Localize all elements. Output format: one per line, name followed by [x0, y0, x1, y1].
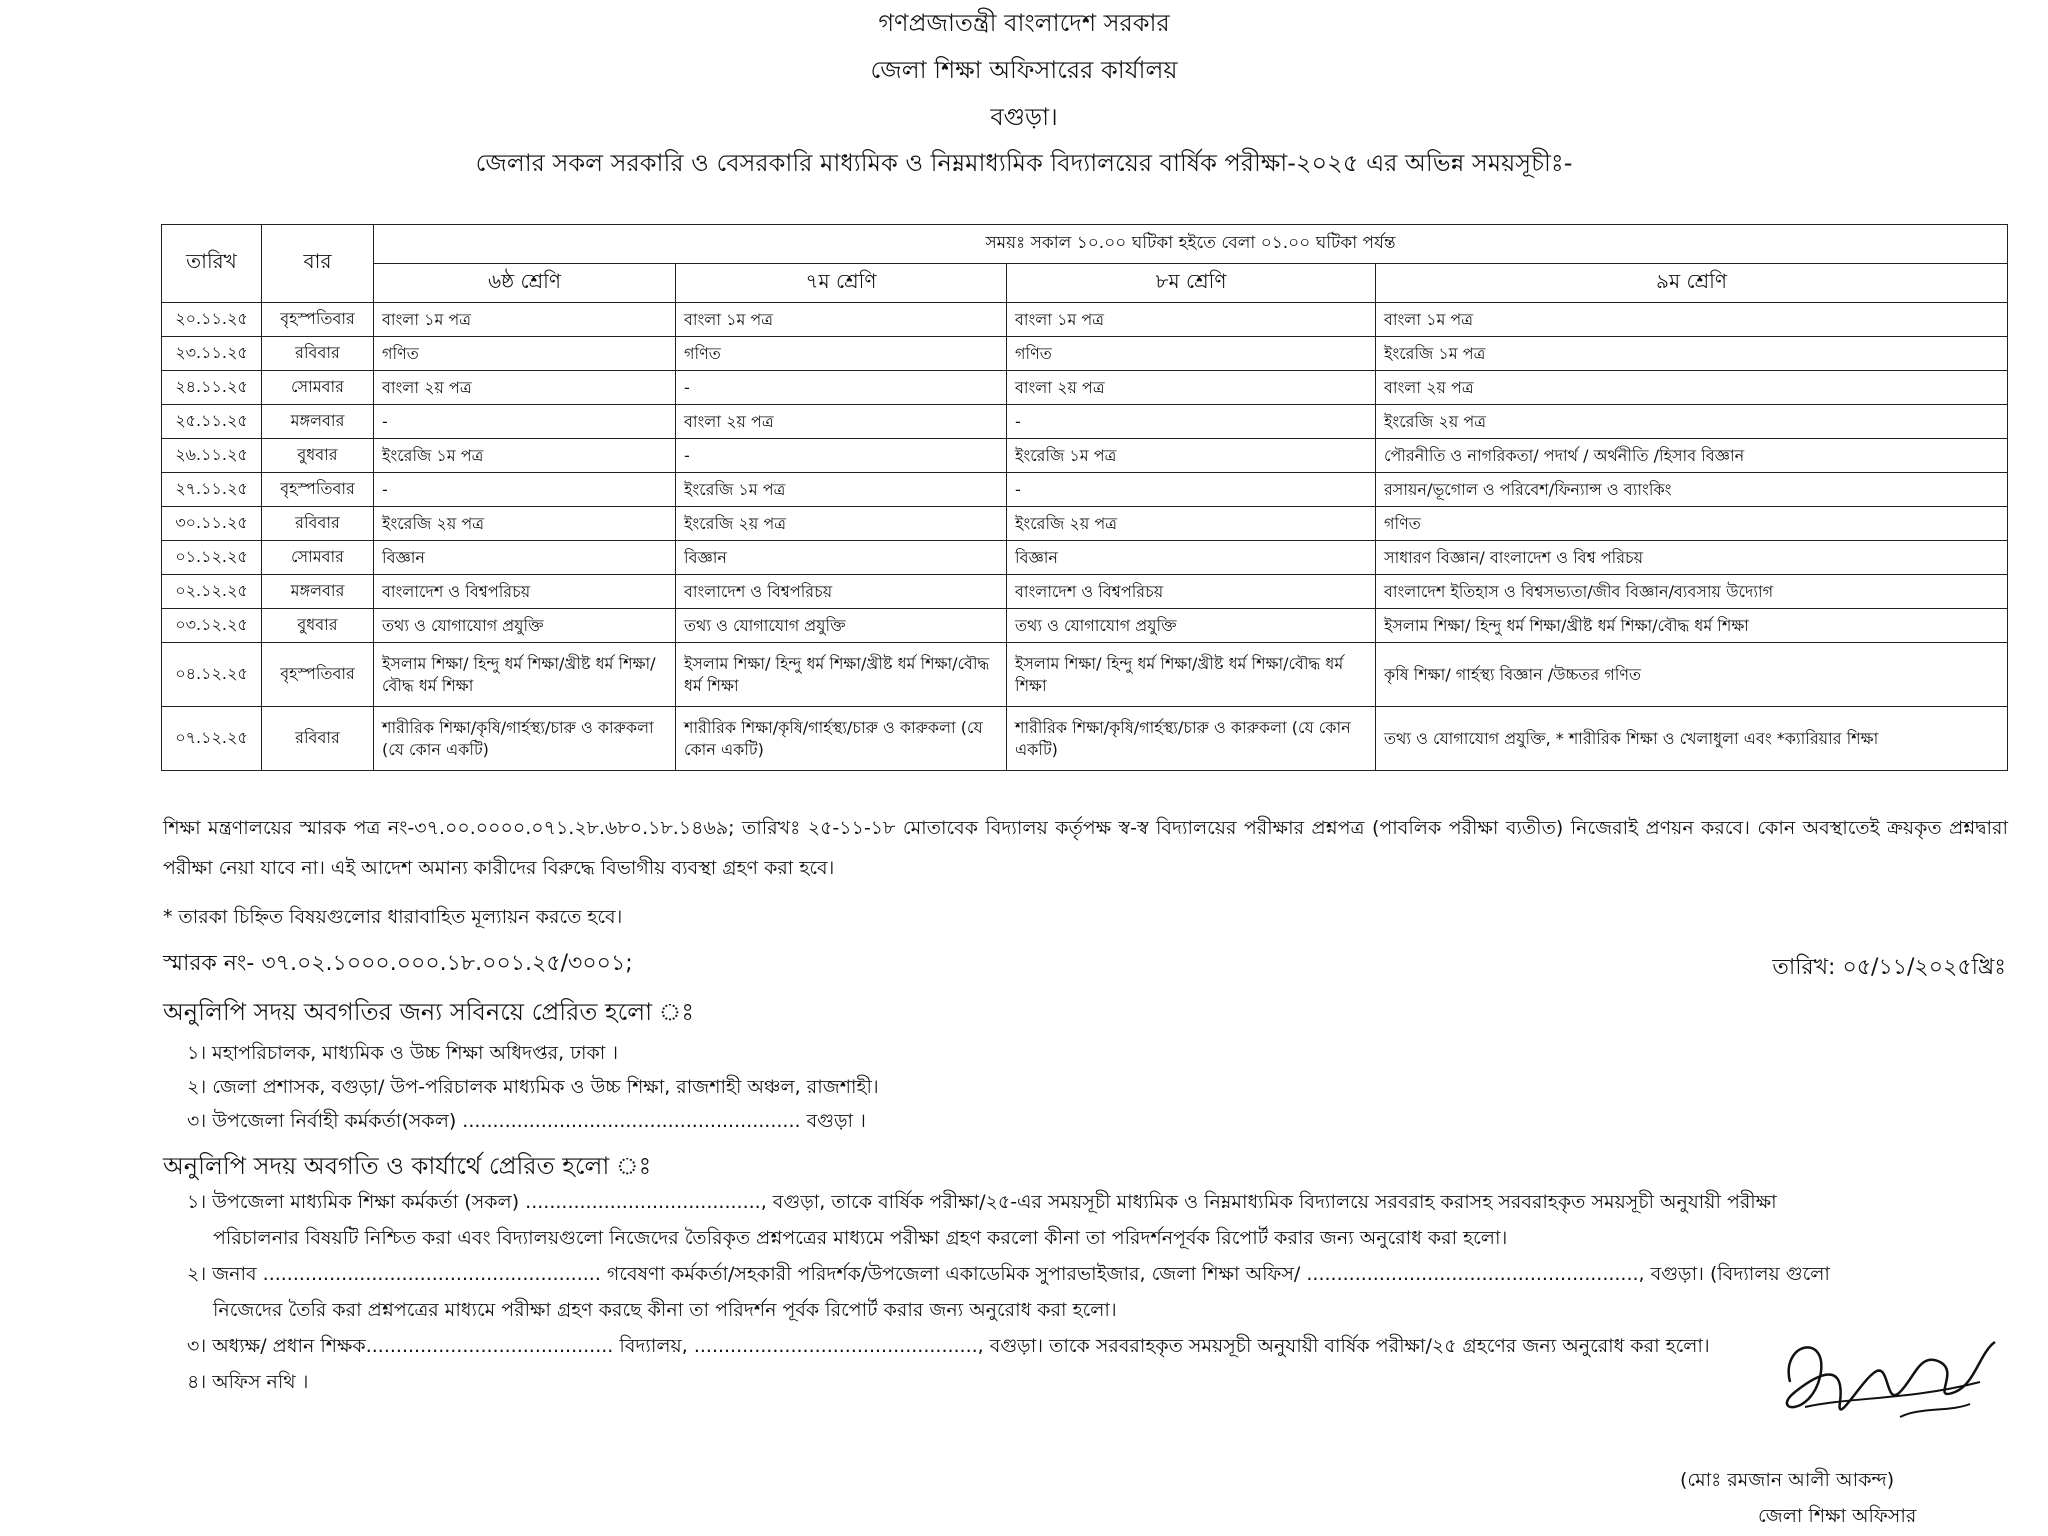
col-header-class9: ৯ম শ্রেণি	[1376, 264, 2008, 303]
cell-day: রবিবার	[262, 337, 374, 371]
cell-class8: গণিত	[1007, 337, 1376, 371]
ministry-note: শিক্ষা মন্ত্রণালয়ের স্মারক পত্র নং-৩৭.০০.০০০০.০৭১.২৮.৬৮০.১৮.১৪৬৯; তারিখঃ ২৫-১১-১৮ মোতাবেক বিদ্যালয় কর্তৃপক্ষ স্ব-স্ব বিদ্যালয়ের পরীক্ষার প্রশ্নপত্র (পাবলিক পরীক্ষা ব্যতীত) নিজেরাই প্রণয়ন করবে। কোন অবস্থাতেই ক্রয়কৃত প্রশ্নদ্বারা পরীক্ষা নেয়া যাবে না। এই আদেশ অমান্য কারীদের বিরুদ্ধে বিভাগীয় ব্যবস্থা গ্রহণ করা হবে।	[163, 817, 2008, 879]
list-item: ৩। উপজেলা নির্বাহী কর্মকর্তা(সকল) ........................................................ বগুড়া ।	[187, 1110, 866, 1132]
cell-class8: -	[1007, 405, 1376, 439]
cell-class6: বাংলা ২য় পত্র	[374, 371, 676, 405]
cell-class7: গণিত	[676, 337, 1007, 371]
list-item: ৪। অফিস নথি ।	[187, 1371, 309, 1393]
list-item: ১। মহাপরিচালক, মাধ্যমিক ও উচ্চ শিক্ষা অধিদপ্তর, ঢাকা ।	[187, 1042, 619, 1064]
district-title: বগুড়া।	[990, 103, 1058, 131]
distribution-title-2: অনুলিপি সদয় অবগতি ও কার্যার্থে প্রেরিত হলো ঃ	[163, 1152, 652, 1180]
cell-date: ২৬.১১.২৫	[162, 439, 262, 473]
cell-class6: বাংলা ১ম পত্র	[374, 303, 676, 337]
cell-class7: ইংরেজি ১ম পত্র	[676, 473, 1007, 507]
table-row	[162, 707, 2008, 771]
govt-title: গণপ্রজাতন্ত্রী বাংলাদেশ সরকার	[878, 9, 1170, 37]
table-row	[162, 473, 2008, 507]
cell-date: ০৪.১২.২৫	[162, 643, 262, 707]
cell-day: বৃহস্পতিবার	[262, 643, 374, 707]
table-row	[162, 405, 2008, 439]
distribution-list-2	[187, 1184, 2007, 1400]
cell-class9: রসায়ন/ভূগোল ও পরিবেশ/ফিন্যান্স ও ব্যাংকিং	[1376, 473, 2008, 507]
cell-date: ০৩.১২.২৫	[162, 609, 262, 643]
cell-class6: -	[374, 473, 676, 507]
cell-class6: ইসলাম শিক্ষা/ হিন্দু ধর্ম শিক্ষা/খ্রীষ্ট ধর্ম শিক্ষা/বৌদ্ধ ধর্ম শিক্ষা	[374, 643, 676, 707]
cell-class6: বাংলাদেশ ও বিশ্বপরিচয়	[374, 575, 676, 609]
cell-date: ২০.১১.২৫	[162, 303, 262, 337]
cell-class9: ইংরেজি ২য় পত্র	[1376, 405, 2008, 439]
cell-class6: তথ্য ও যোগাযোগ প্রযুক্তি	[374, 609, 676, 643]
cell-class7: বাংলা ২য় পত্র	[676, 405, 1007, 439]
cell-class8: বাংলাদেশ ও বিশ্বপরিচয়	[1007, 575, 1376, 609]
exam-schedule-table	[161, 224, 2008, 771]
table-row	[162, 303, 2008, 337]
cell-class9: পৌরনীতি ও নাগরিকতা/ পদার্থ / অর্থনীতি /হিসাব বিজ্ঞান	[1376, 439, 2008, 473]
col-header-class7: ৭ম শ্রেণি	[676, 264, 1007, 303]
list-item: ২। জনাব ........................................................ গবেষণা কর্মকর্তা/সহকারী পরিদর্শক/উপজেলা একাডেমিক সুপারভাইজার, জেলা শিক্ষা অফিস/ ......................................................., বগুড়া। (বিদ্যালয় গুলো	[187, 1263, 1830, 1285]
cell-class8: বিজ্ঞান	[1007, 541, 1376, 575]
cell-class8: ইংরেজি ২য় পত্র	[1007, 507, 1376, 541]
cell-class6: গণিত	[374, 337, 676, 371]
cell-class7: ইসলাম শিক্ষা/ হিন্দু ধর্ম শিক্ষা/খ্রীষ্ট ধর্ম শিক্ষা/বৌদ্ধ ধর্ম শিক্ষা	[676, 643, 1007, 707]
list-item-continuation: নিজেদের তৈরি করা প্রশ্নপত্রের মাধ্যমে পরীক্ষা গ্রহণ করছে কীনা তা পরিদর্শন পূর্বক রিপোর্ট করার জন্য অনুরোধ করা হলো।	[213, 1299, 1117, 1321]
cell-class9: বাংলা ২য় পত্র	[1376, 371, 2008, 405]
cell-class6: -	[374, 405, 676, 439]
table-row	[162, 439, 2008, 473]
cell-class9: ইসলাম শিক্ষা/ হিন্দু ধর্ম শিক্ষা/খ্রীষ্ট ধর্ম শিক্ষা/বৌদ্ধ ধর্ম শিক্ষা	[1376, 609, 2008, 643]
cell-class6: ইংরেজি ১ম পত্র	[374, 439, 676, 473]
star-note: * তারকা চিহ্নিত বিষয়গুলোর ধারাবাহিত মূল্যায়ন করতে হবে।	[163, 906, 623, 928]
signer-name: (মোঃ রমজান আলী আকন্দ)	[1680, 1469, 1895, 1491]
cell-day: বুধবার	[262, 609, 374, 643]
cell-date: ২৪.১১.২৫	[162, 371, 262, 405]
cell-date: ২৫.১১.২৫	[162, 405, 262, 439]
table-row	[162, 609, 2008, 643]
cell-day: সোমবার	[262, 541, 374, 575]
cell-class7: শারীরিক শিক্ষা/কৃষি/গার্হস্থ্য/চারু ও কারুকলা (যে কোন একটি)	[676, 707, 1007, 771]
cell-class7: বাংলা ১ম পত্র	[676, 303, 1007, 337]
col-header-class8: ৮ম শ্রেণি	[1007, 264, 1376, 303]
cell-date: ২৩.১১.২৫	[162, 337, 262, 371]
cell-class7: -	[676, 439, 1007, 473]
cell-class7: ইংরেজি ২য় পত্র	[676, 507, 1007, 541]
cell-class9: কৃষি শিক্ষা/ গার্হস্থ্য বিজ্ঞান /উচ্চতর গণিত	[1376, 643, 2008, 707]
cell-day: সোমবার	[262, 371, 374, 405]
cell-day: রবিবার	[262, 707, 374, 771]
cell-day: মঙ্গলবার	[262, 575, 374, 609]
cell-class9: গণিত	[1376, 507, 2008, 541]
col-header-day: বার	[262, 225, 374, 303]
cell-date: ০২.১২.২৫	[162, 575, 262, 609]
office-title: জেলা শিক্ষা অফিসারের কার্যালয়	[870, 56, 1178, 84]
cell-day: মঙ্গলবার	[262, 405, 374, 439]
cell-class6: শারীরিক শিক্ষা/কৃষি/গার্হস্থ্য/চারু ও কারুকলা (যে কোন একটি)	[374, 707, 676, 771]
list-item-continuation: পরিচালনার বিষয়টি নিশ্চিত করা এবং বিদ্যালয়গুলো নিজেদের তৈরিকৃত প্রশ্নপত্রের মাধ্যমে পরীক্ষা গ্রহণ করলো কীনা তা পরিদর্শনপূর্বক রিপোর্ট করার জন্য অনুরোধ করা হলো।	[213, 1227, 1508, 1249]
cell-class9: সাধারণ বিজ্ঞান/ বাংলাদেশ ও বিশ্ব পরিচয়	[1376, 541, 2008, 575]
col-header-class6: ৬ষ্ঠ শ্রেণি	[374, 264, 676, 303]
cell-date: ৩০.১১.২৫	[162, 507, 262, 541]
cell-class8: ইংরেজি ১ম পত্র	[1007, 439, 1376, 473]
time-header: সময়ঃ সকাল ১০.০০ ঘটিকা হইতে বেলা ০১.০০ ঘটিকা পর্যন্ত	[374, 225, 2008, 264]
cell-class7: বাংলাদেশ ও বিশ্বপরিচয়	[676, 575, 1007, 609]
cell-class7: তথ্য ও যোগাযোগ প্রযুক্তি	[676, 609, 1007, 643]
cell-class7: বিজ্ঞান	[676, 541, 1007, 575]
cell-day: বৃহস্পতিবার	[262, 303, 374, 337]
schedule-heading: জেলার সকল সরকারি ও বেসরকারি মাধ্যমিক ও নিম্নমাধ্যমিক বিদ্যালয়ের বার্ষিক পরীক্ষা-২০২৫ এর অভিন্ন সময়সূচীঃ-	[475, 149, 1573, 177]
memo-date: তারিখ: ০৫/১১/২০২৫খ্রিঃ	[1772, 955, 2006, 980]
table-row	[162, 507, 2008, 541]
distribution-list-1	[187, 1036, 879, 1138]
cell-date: ০৭.১২.২৫	[162, 707, 262, 771]
table-row	[162, 371, 2008, 405]
signature-scribble	[1750, 1322, 2010, 1452]
list-item: ২। জেলা প্রশাসক, বগুড়া/ উপ-পরিচালক মাধ্যমিক ও উচ্চ শিক্ষা, রাজশাহী অঞ্চল, রাজশাহী।	[187, 1076, 879, 1098]
cell-class6: ইংরেজি ২য় পত্র	[374, 507, 676, 541]
memo-number: স্মারক নং- ৩৭.০২.১০০০.০০০.১৮.০০১.২৫/৩০০১;	[163, 951, 633, 976]
cell-class9: বাংলা ১ম পত্র	[1376, 303, 2008, 337]
table-row	[162, 575, 2008, 609]
cell-class8: ইসলাম শিক্ষা/ হিন্দু ধর্ম শিক্ষা/খ্রীষ্ট ধর্ম শিক্ষা/বৌদ্ধ ধর্ম শিক্ষা	[1007, 643, 1376, 707]
cell-class8: -	[1007, 473, 1376, 507]
cell-class9: ইংরেজি ১ম পত্র	[1376, 337, 2008, 371]
table-row	[162, 643, 2008, 707]
cell-class8: শারীরিক শিক্ষা/কৃষি/গার্হস্থ্য/চারু ও কারুকলা (যে কোন একটি)	[1007, 707, 1376, 771]
cell-date: ২৭.১১.২৫	[162, 473, 262, 507]
cell-class6: বিজ্ঞান	[374, 541, 676, 575]
cell-day: বুধবার	[262, 439, 374, 473]
cell-class9: তথ্য ও যোগাযোগ প্রযুক্তি, * শারীরিক শিক্ষা ও খেলাধুলা এবং *ক্যারিয়ার শিক্ষা	[1376, 707, 2008, 771]
cell-class9: বাংলাদেশ ইতিহাস ও বিশ্বসভ্যতা/জীব বিজ্ঞান/ব্যবসায় উদ্যোগ	[1376, 575, 2008, 609]
cell-class8: বাংলা ২য় পত্র	[1007, 371, 1376, 405]
cell-class8: তথ্য ও যোগাযোগ প্রযুক্তি	[1007, 609, 1376, 643]
cell-date: ০১.১২.২৫	[162, 541, 262, 575]
cell-day: রবিবার	[262, 507, 374, 541]
distribution-title-1: অনুলিপি সদয় অবগতির জন্য সবিনয়ে প্রেরিত হলো ঃ	[163, 998, 695, 1026]
list-item: ১। উপজেলা মাধ্যমিক শিক্ষা কর্মকর্তা (সকল) ......................................., বগুড়া, তাকে বার্ষিক পরীক্ষা/২৫-এর সময়সূচী মাধ্যমিক ও নিম্নমাধ্যমিক বিদ্যালয়ে সরবরাহ করাসহ সরবরাহকৃত সময়সূচী অনুযায়ী পরীক্ষা	[187, 1191, 1777, 1213]
signer-title: জেলা শিক্ষা অফিসার	[1758, 1505, 1917, 1527]
cell-day: বৃহস্পতিবার	[262, 473, 374, 507]
list-item: ৩। অধ্যক্ষ/ প্রধান শিক্ষক......................................... বিদ্যালয়, ..............................................., বগুড়া। তাকে সরবরাহকৃত সময়সূচী অনুযায়ী বার্ষিক পরীক্ষা/২৫ গ্রহণের জন্য অনুরোধ করা হলো।	[187, 1335, 1710, 1357]
col-header-date: তারিখ	[162, 225, 262, 303]
table-row	[162, 337, 2008, 371]
table-row	[162, 541, 2008, 575]
cell-class7: -	[676, 371, 1007, 405]
cell-class8: বাংলা ১ম পত্র	[1007, 303, 1376, 337]
